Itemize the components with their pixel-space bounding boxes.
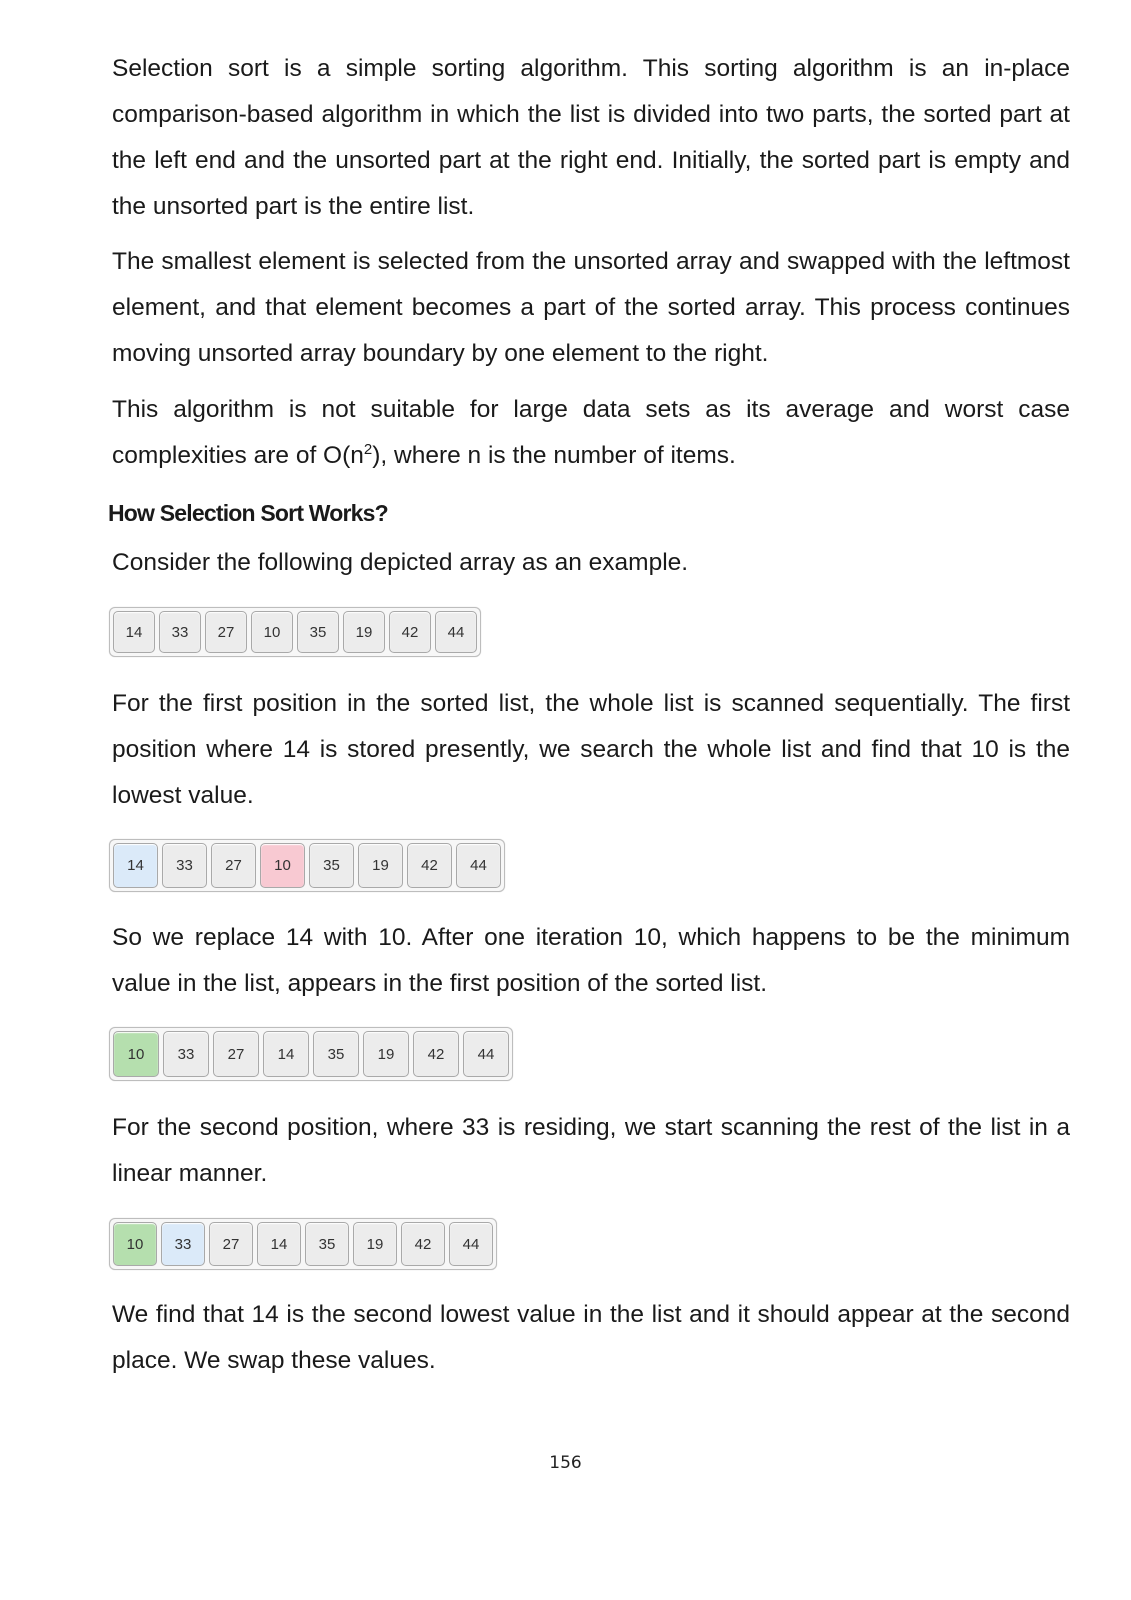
second-lowest-paragraph: We find that 14 is the second lowest value in the list and it should appear at the second place. We swap these values.	[112, 1301, 1070, 1374]
complexity-text-start: This algorithm is not suitable for large data sets as its average and worst case complexities are of O(n	[112, 396, 1070, 469]
array-cell-default: 14	[257, 1222, 301, 1266]
array-cell-default: 35	[309, 843, 354, 888]
array-cell-default: 19	[358, 843, 403, 888]
array-cell-default: 35	[313, 1031, 359, 1077]
first-position-paragraph: For the first position in the sorted list, the whole list is scanned sequentially. The first position where 14 is stored presently, we search the whole list and find that 10 is the lowest value.	[112, 690, 1070, 809]
replace-paragraph: So we replace 14 with 10. After one iteration 10, which happens to be the minimum value in the list, appears in the first position of the sorted list.	[112, 924, 1070, 997]
array-cell-default: 27	[205, 611, 247, 653]
array-cell-default: 33	[162, 843, 207, 888]
intro-paragraph: Selection sort is a simple sorting algorithm. This sorting algorithm is an in-place comparison-based algorithm in which the list is divided into two parts, the sorted part at the left end and the unsorted part at the right end. Initially, the sorted part is empty and the unsorted part is the entire list.	[112, 55, 1070, 220]
array-cell-default: 35	[297, 611, 339, 653]
array-cell-default: 14	[113, 611, 155, 653]
array-cell-default: 33	[163, 1031, 209, 1077]
array-initial	[109, 607, 481, 657]
section-heading: How Selection Sort Works?	[108, 500, 388, 526]
second-position-paragraph: For the second position, where 33 is residing, we start scanning the rest of the list in a linear manner.	[112, 1114, 1070, 1187]
array-cell-default: 44	[463, 1031, 509, 1077]
complexity-text-end: ), where n is the number of items.	[372, 442, 736, 469]
array-cell-default: 44	[435, 611, 477, 653]
complexity-exponent: 2	[363, 440, 373, 458]
array-cell-default: 27	[213, 1031, 259, 1077]
array-cell-default: 10	[251, 611, 293, 653]
array-cell-default: 27	[211, 843, 256, 888]
array-cell-minimum: 10	[260, 843, 305, 888]
array-first-scan	[109, 839, 505, 892]
array-cell-default: 19	[363, 1031, 409, 1077]
array-cell-default: 42	[413, 1031, 459, 1077]
array-cell-default: 42	[407, 843, 452, 888]
array-cell-current: 33	[161, 1222, 205, 1266]
array-cell-sorted: 10	[113, 1222, 157, 1266]
smallest-element-paragraph: The smallest element is selected from the unsorted array and swapped with the leftmost element, and that element becomes a part of the sorted array. This process continues moving unsorted array boundary by one element to the right.	[112, 248, 1070, 367]
array-cell-default: 44	[456, 843, 501, 888]
array-cell-default: 33	[159, 611, 201, 653]
complexity-paragraph	[112, 387, 1070, 479]
array-cell-default: 19	[343, 611, 385, 653]
array-cell-current: 14	[113, 843, 158, 888]
page-number: 156	[549, 1453, 582, 1473]
array-second-scan	[109, 1218, 497, 1270]
array-after-first-swap	[109, 1027, 513, 1081]
example-paragraph: Consider the following depicted array as an example.	[112, 549, 689, 576]
array-cell-default: 19	[353, 1222, 397, 1266]
array-cell-default: 42	[389, 611, 431, 653]
array-cell-default: 14	[263, 1031, 309, 1077]
array-cell-default: 42	[401, 1222, 445, 1266]
array-cell-sorted: 10	[113, 1031, 159, 1077]
array-cell-default: 35	[305, 1222, 349, 1266]
array-cell-default: 44	[449, 1222, 493, 1266]
array-cell-default: 27	[209, 1222, 253, 1266]
